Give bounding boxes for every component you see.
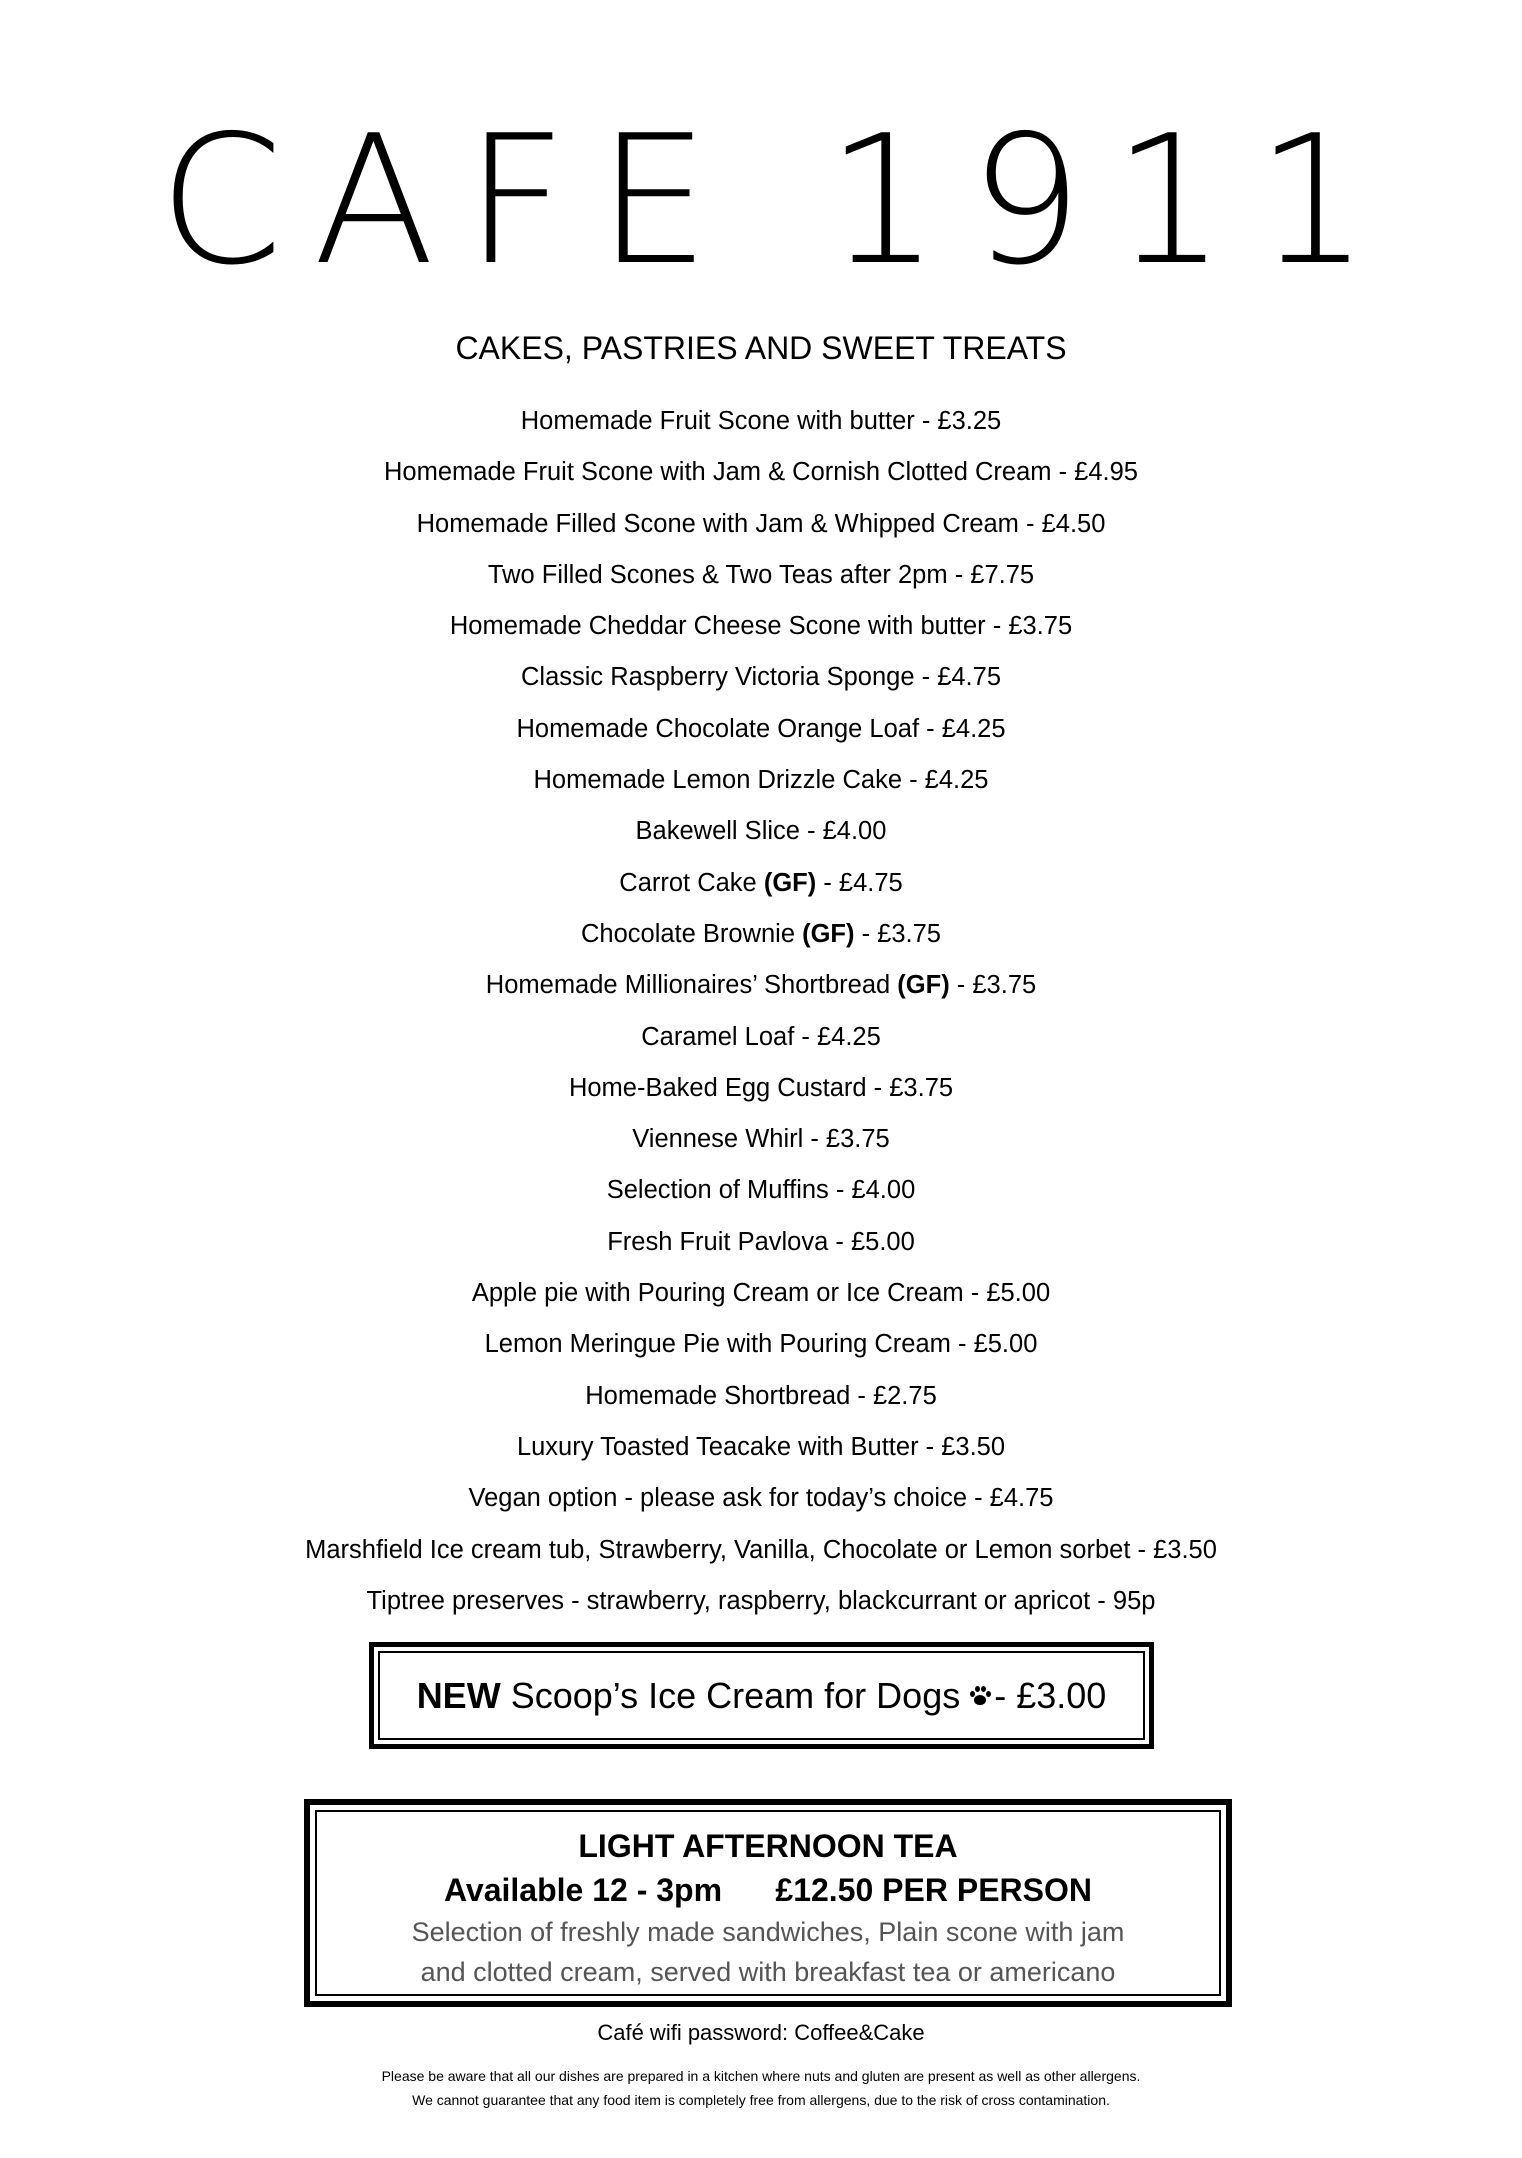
allergen-notice-line2: We cannot guarantee that any food item is completely free from allergens, due to the risk of cross contamination. [412,2092,1110,2108]
menu-item [0,1022,1522,1073]
menu-item-text: Homemade Fruit Scone with Jam & Cornish Clotted Cream - £4.95 [384,458,1138,487]
menu-item [0,1483,1522,1534]
menu-item-text: Fresh Fruit Pavlova - £5.00 [607,1227,915,1256]
menu-item [0,1124,1522,1175]
menu-item-text: Home-Baked Egg Custard - £3.75 [568,1073,954,1102]
menu-item-text: Classic Raspberry Victoria Sponge - £4.75 [520,663,1002,692]
menu-item-text: Marshfield Ice cream tub, Strawberry, Vanilla, Chocolate or Lemon sorbet - £3.50 [305,1535,1217,1564]
menu-item-price: - £3.75 [949,971,1037,1000]
gluten-free-tag: (GF) [897,971,950,1000]
new-label: NEW [416,1674,501,1716]
gluten-free-tag: (GF) [802,919,855,948]
menu-item-text: Homemade Filled Scone with Jam & Whipped Cream - £4.50 [416,509,1106,538]
menu-list [0,406,1522,1637]
gluten-free-tag: (GF) [763,868,817,897]
menu-item [0,1586,1522,1637]
menu-item [0,970,1522,1021]
menu-item [0,662,1522,713]
menu-item [0,1329,1522,1380]
afternoon-tea-availability: Available 12 - 3pm £12.50 PER PERSON [444,1872,1092,1908]
menu-item-text: Viennese Whirl - £3.75 [632,1125,890,1154]
menu-item [0,1227,1522,1278]
menu-item [0,406,1522,457]
menu-item [0,1432,1522,1483]
menu-item-text: Homemade Fruit Scone with butter - £3.25 [520,407,1002,435]
menu-item-text: Apple pie with Pouring Cream or Ice Cream - £5.00 [471,1279,1051,1308]
menu-item-text: Caramel Loaf - £4.25 [641,1022,881,1051]
menu-item [0,1278,1522,1329]
dog-ice-cream-promo-box [369,1642,1154,1749]
menu-item-text: Chocolate Brownie [580,919,803,948]
menu-item-price: - £4.75 [816,868,903,897]
menu-item-text: Tiptree preserves - strawberry, raspberry, blackcurrant or apricot - 95p [366,1586,1156,1615]
menu-item [0,560,1522,611]
dog-ice-cream-text: Scoop’s Ice Cream for Dogs [510,1674,961,1716]
menu-item-text: Two Filled Scones & Two Teas after 2pm - £7.75 [487,560,1035,589]
menu-item-text: Homemade Chocolate Orange Loaf - £4.25 [516,714,1006,743]
afternoon-tea-description-line2: and clotted cream, served with breakfast tea or americano [420,1957,1116,1987]
menu-item-text: Homemade Cheddar Cheese Scone with butter - £3.75 [449,612,1073,641]
menu-item [0,1381,1522,1432]
paw-icon [970,1686,990,1706]
menu-item [0,509,1522,560]
allergen-notice-line1: Please be aware that all our dishes are prepared in a kitchen where nuts and gluten are present as well as other allergens. [381,2068,1141,2084]
menu-item-price: - £3.75 [854,919,941,948]
menu-item-text: Luxury Toasted Teacake with Butter - £3.50 [516,1432,1006,1461]
menu-item [0,1535,1522,1586]
menu-item-text: Homemade Shortbread - £2.75 [585,1381,937,1410]
section-heading: CAKES, PASTRIES AND SWEET TREATS [455,330,1067,366]
afternoon-tea-box [304,1799,1232,2007]
menu-item [0,1175,1522,1226]
menu-item [0,1073,1522,1124]
dog-ice-cream-price: - £3.00 [994,1674,1107,1716]
menu-item [0,457,1522,508]
wifi-password: Café wifi password: Coffee&Cake [597,2020,925,2045]
allergen-notice [0,2064,1522,2112]
menu-item-text: Carrot Cake [619,868,764,897]
menu-item [0,816,1522,867]
afternoon-tea-description-line1: Selection of freshly made sandwiches, Plain scone with jam [411,1917,1125,1947]
menu-item [0,919,1522,970]
menu-item [0,868,1522,919]
menu-item-text: Vegan option - please ask for today’s choice - £4.75 [468,1484,1054,1513]
dog-ice-cream-promo [378,1651,1145,1740]
afternoon-tea-content [315,1810,1221,1996]
menu-item-text: Homemade Lemon Drizzle Cake - £4.25 [533,766,989,795]
menu-item-text: Selection of Muffins - £4.00 [606,1176,916,1205]
cafe-title: CAFE 1911 [158,97,1400,304]
menu-item [0,765,1522,816]
menu-item [0,611,1522,662]
menu-item-text: Lemon Meringue Pie with Pouring Cream - £5.00 [484,1330,1038,1359]
menu-item-text: Homemade Millionaires’ Shortbread [485,971,898,1000]
menu-item-text: Bakewell Slice - £4.00 [635,817,887,846]
menu-item [0,714,1522,765]
afternoon-tea-title: LIGHT AFTERNOON TEA [578,1828,958,1864]
